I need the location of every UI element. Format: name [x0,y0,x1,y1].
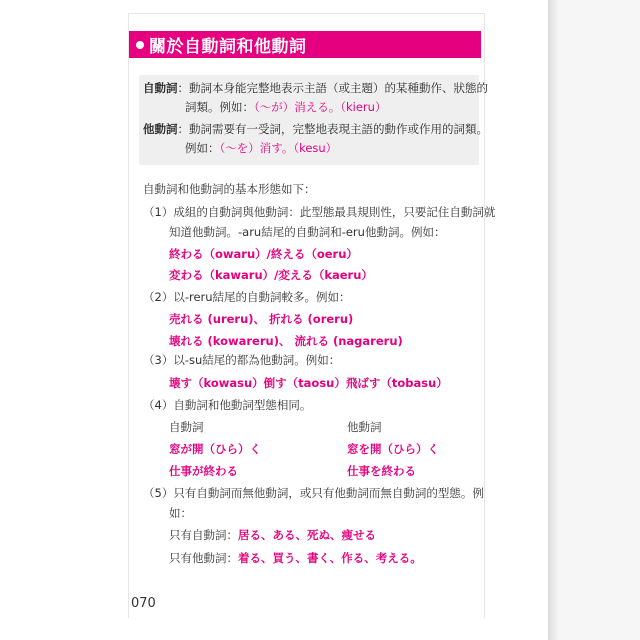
rule1-line2: 知道他動詞。-aru結尾的自動詞和-eru他動詞。例如： [169,225,446,239]
only-intrans-examples: 居る、ある、死ぬ、痩せる [238,528,376,542]
only-intrans-label: 只有自動詞： [169,528,238,542]
trans-example: （〜を）消す。（kesu） [219,141,338,155]
rule3-example1: 壊す（kowasu）倒す（taosu）飛ばす（tobasu） [169,376,448,390]
trans-label: 他動詞 [143,122,178,136]
definition-intrans-line2 [185,99,386,115]
section-title: 關於自動詞和他動詞 [149,37,307,57]
rule5-only-trans [169,550,422,566]
definition-intrans-line1 [143,80,488,96]
page-frame-left [128,13,129,618]
next-page-edge [558,0,640,640]
rule5-line2: 如： [169,506,192,520]
rule2-example2: 壊れる (kowareru)、 流れる (nagareru) [169,334,403,348]
rule2-line1: （2）以-reru結尾的自動詞較多。例如： [143,290,351,304]
rule1-example1: 終わる（owaru）/終える（oeru） [169,247,358,261]
rule1-example2: 変わる（kawaru）/変える（kaeru） [169,268,373,282]
rule4-col1-example2: 仕事が終わる [169,464,238,478]
only-trans-label: 只有他動詞： [169,551,238,565]
rule4-col2-header: 他動詞 [347,420,382,434]
rule5-only-intrans [169,527,376,543]
rule2-example1: 売れる (ureru)、 折れる (oreru) [169,312,354,326]
rule3-line1: （3）以-su結尾的都為他動詞。例如： [143,353,341,367]
rule4-col1-header: 自動詞 [169,420,204,434]
page-number: 070 [131,596,156,611]
bullet-icon [136,41,144,49]
rule4-line1: （4）自動詞和他動詞型態相同。 [143,398,312,412]
intrans-example: （〜が）消える。（kieru） [254,100,387,114]
rule4-col2-example1: 窓を開（ひら）く [347,442,439,456]
page-frame-top [128,13,484,14]
intro-text: 自動詞和他動詞的基本形態如下： [143,182,316,196]
rule4-col2-example2: 仕事を終わる [347,464,416,478]
intrans-text2: 詞類。例如： [185,100,254,114]
trans-text2: 例如： [185,141,220,155]
trans-text1: ：動詞需要有一受詞，完整地表現主語的動作或作用的詞類。 [177,122,488,136]
page-gutter-shadow [548,0,558,640]
definition-trans-line1 [143,121,488,137]
section-title-bar [129,31,481,58]
page-frame-right [484,13,485,618]
rule5-line1: （5）只有自動詞而無他動詞，或只有他動詞而無自動詞的型態。例 [143,486,484,500]
rule4-col1-example1: 窓が開（ひら）く [169,442,261,456]
intrans-text1: ：動詞本身能完整地表示主語（或主題）的某種動作、狀態的 [177,81,488,95]
rule1-line1: （1）成組的自動詞與他動詞：此型態最具規則性，只要記住自動詞就 [143,205,496,219]
intrans-label: 自動詞 [143,81,178,95]
only-trans-examples: 着る、買う、書く、作る、考える。 [238,551,422,565]
definition-trans-line2 [185,140,337,156]
